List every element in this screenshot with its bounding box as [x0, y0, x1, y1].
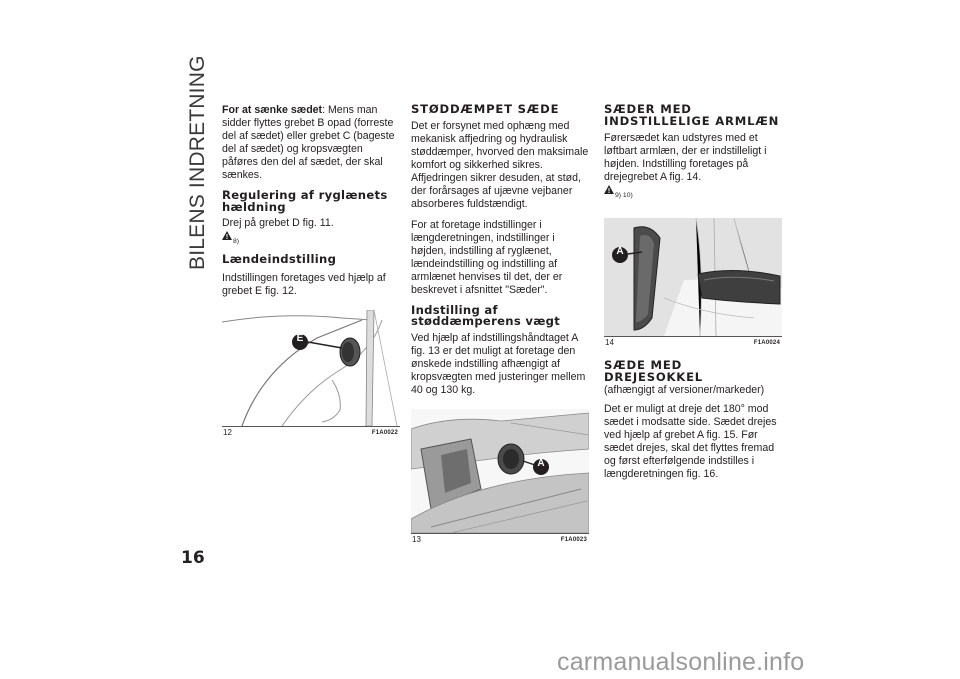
heading-lumbar: Lændeindstilling	[222, 252, 337, 266]
callout-label-a: A	[616, 246, 624, 257]
paragraph-lumbar: Indstillingen foretages ved hjælp af grebet E fig. 12.	[222, 271, 386, 297]
lumbar-knob-illustration	[222, 310, 400, 426]
figure-number: 14	[605, 338, 614, 347]
warning-ref-text: 9) 10)	[615, 192, 633, 199]
figure-code: F1A0024	[753, 340, 780, 346]
paragraph-backrest: Drej på grebet D fig. 11.	[222, 217, 334, 229]
section-title: BILENS INDRETNING	[186, 55, 209, 270]
figure-13	[411, 409, 589, 544]
figure-number: 13	[412, 535, 421, 544]
watermark: carmanualsonline.info	[557, 648, 805, 676]
figure-code: F1A0023	[560, 537, 587, 543]
paragraph-swivel: Det er muligt at dreje det 180° mod sædet i modsatte side. Sædet drejes ved hjælp af grebet A fig. 15. Før sædet drejes, skal det flyttes fremad og først efterfølgende indstilles i længderetningen fig. 16.	[604, 403, 777, 480]
heading-swivel-base: SÆDE MED DREJESOKKEL	[604, 358, 703, 384]
weight-handle-illustration	[411, 409, 589, 533]
figure-12	[222, 310, 400, 437]
heading-armrest-seats: SÆDER MED INDSTILLELIGE ARMLÆN	[604, 102, 780, 128]
warning-ref	[222, 231, 400, 248]
column-1	[222, 104, 400, 306]
callout-label-a: A	[537, 458, 545, 469]
callout-label-e: E	[296, 333, 304, 344]
warning-triangle-icon	[604, 185, 614, 194]
paragraph-weight-setting: Ved hjælp af indstillingshåndtaget A fig. 13 er det muligt at foretage den ønskede indstilling afhængigt af kropsvægten med justeringer mellem 40 og 130 kg.	[411, 331, 586, 396]
paragraph-adjustments: For at foretage indstillinger i længderetningen, indstillinger i højden, indstilling af ryglænet, lændeindstilling og indstilling af armlænet henvises til det, der er beskrevet i afsnittet "Sæder".	[411, 218, 563, 296]
heading-weight-setting: Indstilling af støddæmperens vægt	[411, 302, 561, 328]
paragraph-suspension: Det er forsynet med ophæng med mekanisk affjedring og hydraulisk støddæmper, hvorved den maksimale komfort og sikkerhed sikres. Affjedringen sikrer desuden, at stød, der forårsages af ujævne vejbaner absorberes fuldstændigt.	[411, 119, 589, 210]
page-number: 16	[181, 548, 205, 568]
paragraph-lower-seat	[222, 104, 400, 182]
warning-ref-text: 8)	[233, 238, 240, 245]
column-3	[604, 104, 782, 208]
heading-shock-absorbing-seat: STØDDÆMPET SÆDE	[411, 102, 560, 116]
paragraph-armrest: Førersædet kan udstyres med et løftbart armlæn, der er indstilleligt i højden. Indstilling foretages på drejegrebet A fig. 14.	[604, 132, 767, 183]
column-3-lower	[604, 360, 782, 489]
armrest-illustration	[604, 218, 782, 336]
figure-code: F1A0022	[371, 430, 398, 436]
bold-lead: For at sænke sædet	[222, 104, 323, 116]
warning-triangle-icon	[222, 231, 232, 240]
warning-ref	[604, 185, 782, 202]
paragraph-availability: (afhængigt af versioner/markeder)	[604, 384, 765, 396]
heading-backrest: Regulering af ryglænets hældning	[222, 188, 388, 214]
paragraph-text: : Mens man sidder flyttes grebet B opad (forreste del af sædet) eller grebet C (bageste del af sædet) og kropsvægten påføres den del af sædet, der skal sænkes.	[222, 104, 395, 181]
figure-14	[604, 218, 782, 347]
figure-number: 12	[223, 428, 232, 437]
column-2	[411, 104, 589, 405]
